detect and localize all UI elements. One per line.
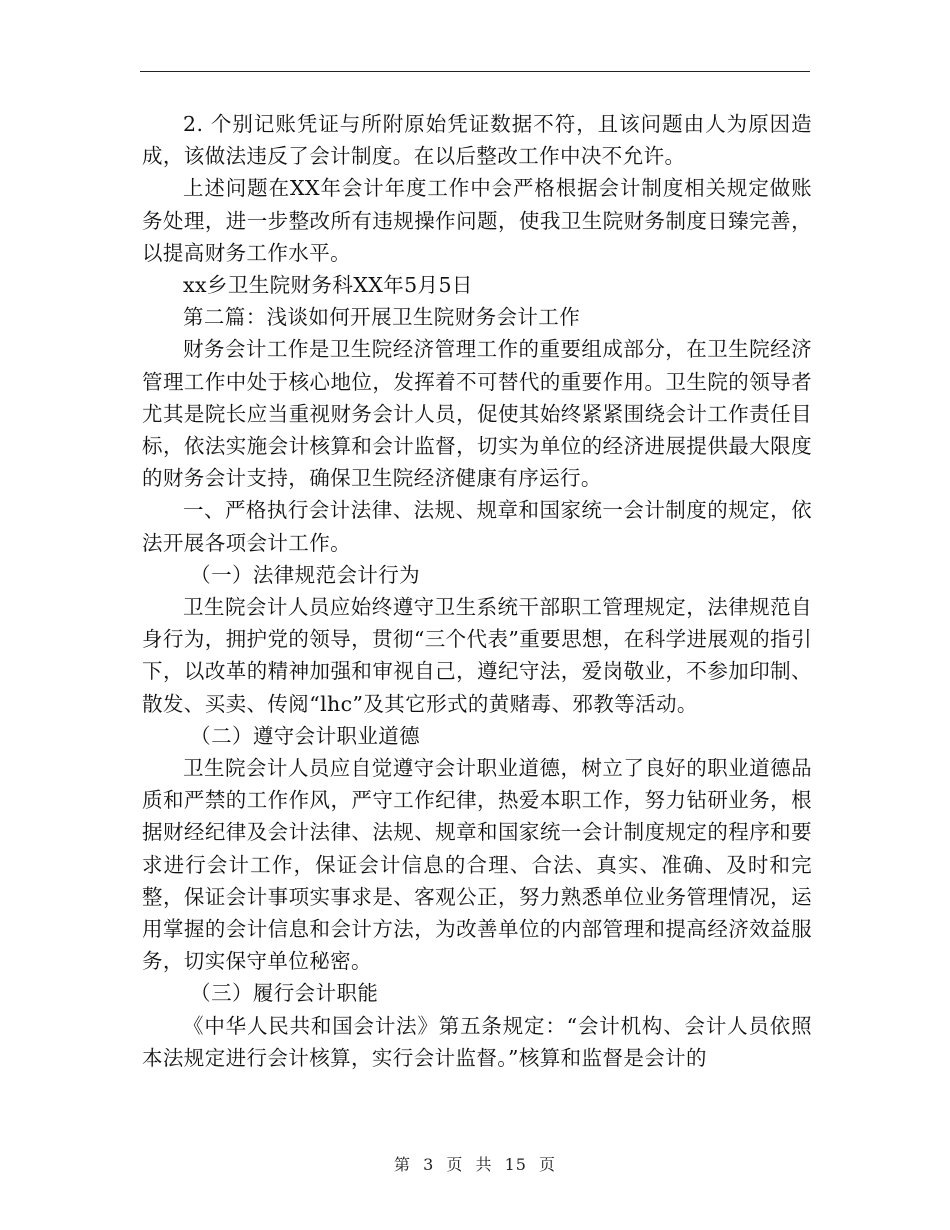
paragraph-subheading-2: （二）遵守会计职业道德 xyxy=(190,723,421,748)
footer-current-page: 3 xyxy=(423,1155,435,1174)
paragraph-subheading-1: （一）法律规范会计行为 xyxy=(190,562,421,587)
document-body xyxy=(142,108,812,1074)
page-footer xyxy=(0,1152,950,1175)
footer-total-unit: 页 xyxy=(539,1155,557,1174)
footer-total-pages: 15 xyxy=(504,1155,527,1174)
paragraph-ethics: 卫生院会计人员应自觉遵守会计职业道德，树立了良好的职业道德品质和严禁的工作作风，严守工作纪律，热爱本职工作，努力钻研业务，根据财经纪律及会计法律、法规、规章和国家统一会计制度规定的程序和要求进行会计工作，保证会计信息的合理、合法、真实、准确、及时和完整，保证会计事项实事求是、客观公正，努力熟悉单位业务管理情况，运用掌握的会计信息和会计方法，为改善单位的内部管理和提高经济效益服务，切实保守单位秘密。 xyxy=(142,756,812,974)
paragraph-error-item-2: 2. 个别记账凭证与所附原始凭证数据不符，且该问题由人为原因造成，该做法违反了会计制度。在以后整改工作中决不允许。 xyxy=(142,112,812,169)
footer-total-label: 共 xyxy=(475,1155,493,1174)
paragraph-intro: 财务会计工作是卫生院经济管理工作的重要组成部分，在卫生院经济管理工作中处于核心地位，发挥着不可替代的重要作用。卫生院的领导者尤其是院长应当重视财务会计人员，促使其始终紧紧围绕会计工作责任目标，依法实施会计核算和会计监督，切实为单位的经济进展提供最大限度的财务会计支持，确保卫生院经济健康有序运行。 xyxy=(142,337,812,491)
footer-page-label: 第 xyxy=(393,1155,411,1174)
footer-page-unit: 页 xyxy=(446,1155,464,1174)
paragraph-remediation: 上述问题在XX年会计年度工作中会严格根据会计制度相关规定做账务处理，进一步整改所有违规操作问题，使我卫生院财务制度日臻完善，以提高财务工作水平。 xyxy=(142,176,812,265)
paragraph-signature-date: xx乡卫生院财务科XX年5月5日 xyxy=(183,273,473,298)
paragraph-subheading-3: （三）履行会计职能 xyxy=(190,981,379,1006)
paragraph-part-two-title: 第二篇：浅谈如何开展卫生院财务会计工作 xyxy=(183,305,581,330)
paragraph-section-one-heading: 一、严格执行会计法律、法规、规章和国家统一会计制度的规定，依法开展各项会计工作。 xyxy=(142,498,812,555)
header-rule xyxy=(140,71,810,72)
paragraph-law-conduct: 卫生院会计人员应始终遵守卫生系统干部职工管理规定，法律规范自身行为，拥护党的领导，贯彻“三个代表”重要思想，在科学进展观的指引下，以改革的精神加强和审视自己，遵纪守法，爱岗敬业，不参加印制、散发、买卖、传阅“lhc”及其它形式的黄赌毒、邪教等活动。 xyxy=(142,595,812,716)
paragraph-accounting-law: 《中华人民共和国会计法》第五条规定：“会计机构、会计人员依照本法规定进行会计核算，实行会计监督。”核算和监督是会计的 xyxy=(142,1013,812,1070)
